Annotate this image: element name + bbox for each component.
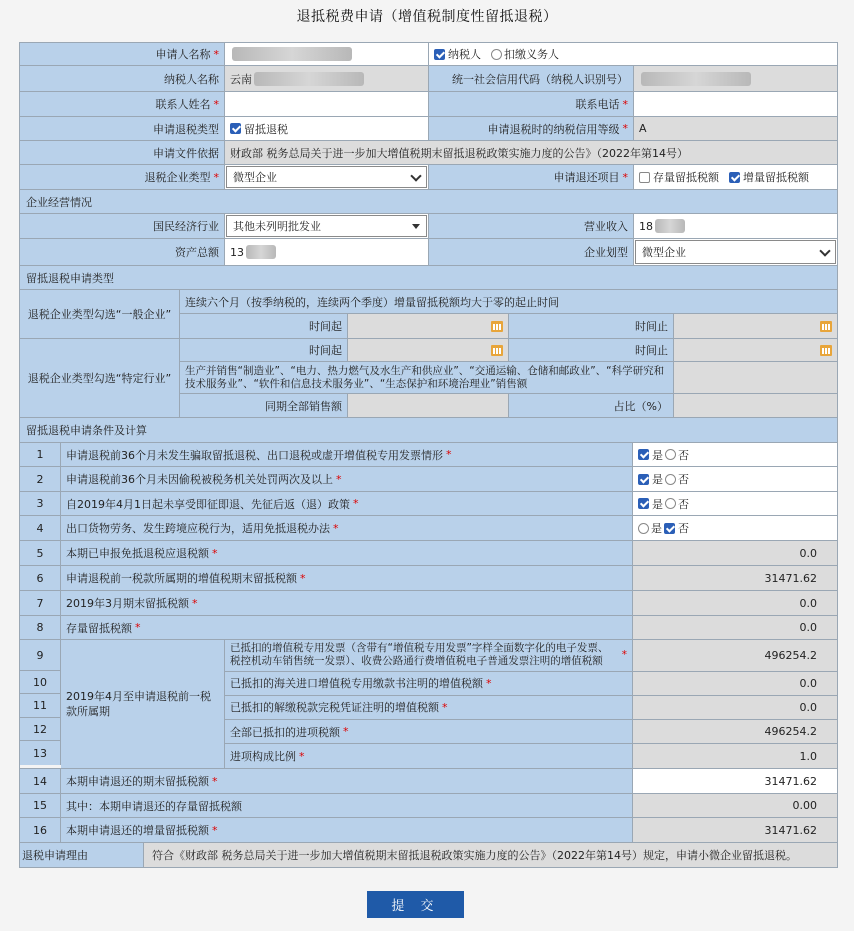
ratio-label: 占比（%）: [613, 399, 668, 413]
value-cell: 0.0: [633, 672, 838, 695]
credit-level-label: 申请退税时的纳税信用等级: [487, 122, 620, 136]
value-cell: 0.0: [633, 616, 838, 639]
applicant-name-label: 申请人名称: [155, 48, 211, 61]
no-radio[interactable]: 否: [665, 496, 689, 512]
yes-radio[interactable]: 是: [638, 496, 663, 512]
page-title: 退抵税费申请（增值税制度性留抵退税）: [296, 9, 558, 25]
yesno-4: [633, 516, 838, 540]
table-row: 已抵扣的解缴税款完税凭证注明的增值税额 * 0.0: [225, 696, 838, 721]
section-business-title: 企业经营情况: [20, 190, 838, 213]
basis-label: 申请文件依据: [153, 146, 219, 160]
revenue-input[interactable]: 18: [634, 214, 838, 238]
contact-phone-label: 联系电话: [575, 98, 620, 111]
checkbox-checked-icon: [664, 523, 675, 534]
row-assets: [20, 239, 838, 266]
table-row: 2 申请退税前36个月未因偷税被税务机关处罚两次及以上 * 是 否: [20, 467, 838, 492]
calendar-icon[interactable]: [820, 321, 832, 332]
row-basis: [20, 141, 838, 165]
refund-form: [19, 42, 838, 868]
radio-unchecked-icon: [638, 523, 649, 534]
group-period: 9 10 11 12 13 2019年4月至申请退税前一税款所属期 已抵扣的增值税专用发票（含带有“增值税专用发票”字样全面数字化的电子发票、税控机动车销售统一发票）、收费公路通行费增值税电子普通发票注明的增值税额 * 496254.2 已抵扣的海关进口增值税专用缴款书注明的增值税额 * 0.0 已抵扣的解缴税款完税凭证注明的增值税额 * 0.0 全部已抵扣的进项税额 * 496254.2 进项构成比例 * 1.0: [20, 640, 838, 769]
row-contact: 联系人姓名 * 联系电话 *: [20, 92, 838, 117]
table-row: 16 本期申请退还的增量留抵税额 * 31471.62: [20, 818, 838, 843]
taxpayer-name-value: 云南: [225, 66, 429, 91]
applicant-name-input[interactable]: [225, 43, 429, 65]
period-sales-label: 同期全部销售额: [265, 399, 342, 413]
period-sales-value: [348, 394, 509, 417]
ratio-value: [674, 394, 838, 417]
special-time-start-input[interactable]: [348, 339, 509, 361]
table-row: 14 本期申请退还的期末留抵税额 * 31471.62: [20, 769, 838, 794]
credit-code-value: [634, 66, 838, 91]
table-row: 7 2019年3月期末留抵税额 * 0.0: [20, 591, 838, 616]
calendar-icon[interactable]: [491, 321, 503, 332]
checkbox-checked-icon: [230, 123, 241, 134]
value-cell: 1.0: [633, 744, 838, 768]
radio-unchecked-icon: [665, 498, 676, 509]
general-time-end-input[interactable]: [674, 314, 838, 338]
table-row: 已抵扣的增值税专用发票（含带有“增值税专用发票”字样全面数字化的电子发票、税控机动车销售统一发票）、收费公路通行费增值税电子普通发票注明的增值税额 * 496254.2: [225, 640, 838, 672]
table-row: 已抵扣的海关进口增值税专用缴款书注明的增值税额 * 0.0: [225, 672, 838, 696]
reason-label: 退税申请理由: [22, 849, 88, 862]
row-applicant: 申请人名称 * 纳税人 扣缴义务人: [20, 43, 838, 66]
industry-select[interactable]: 其他未列明批发业: [226, 215, 427, 237]
refund-amount-input[interactable]: 31471.62: [633, 769, 838, 793]
row-refund-type: 申请退税类型 留抵退税 申请退税时的纳税信用等级 * A: [20, 117, 838, 141]
no-radio[interactable]: 否: [665, 447, 689, 463]
time-end-label: 时间止: [635, 344, 668, 357]
role-taxpayer-radio[interactable]: 纳税人: [434, 46, 481, 62]
chevron-down-icon: [410, 170, 421, 181]
no-radio[interactable]: 否: [664, 520, 689, 536]
table-row: 全部已抵扣的进项税额 * 496254.2: [225, 720, 838, 744]
yes-radio[interactable]: 是: [638, 471, 663, 487]
yesno-3: [633, 492, 838, 515]
table-row: 1 申请退税前36个月未发生骗取留抵退税、出口退税或虚开增值税专用发票情形 * 是 否: [20, 443, 838, 467]
value-cell: 0.0: [633, 591, 838, 615]
assets-label: 资产总额: [175, 246, 219, 259]
table-row: 3 自2019年4月1日起未享受即征即退、先征后返（退）政策 * 是 否: [20, 492, 838, 516]
checkbox-checked-icon: [638, 449, 649, 460]
checkbox-checked-icon: [638, 498, 649, 509]
table-row: 进项构成比例 * 1.0: [225, 744, 838, 768]
role-options: [429, 43, 838, 65]
yesno-2: [633, 467, 838, 491]
general-label: 退税企业类型勾选“一般企业”: [20, 290, 180, 338]
refund-type-checkbox[interactable]: 留抵退税: [225, 117, 429, 140]
contact-name-input[interactable]: [225, 92, 429, 116]
yes-radio[interactable]: 是: [638, 447, 663, 463]
radio-unchecked-icon: [665, 474, 676, 485]
table-row: 6 申请退税前一税款所属期的增值税期末留抵税额 * 31471.62: [20, 566, 838, 591]
taxpayer-name-label: 纳税人名称: [164, 72, 219, 86]
credit-level-value: A: [634, 117, 838, 140]
section-conditions-title: 留抵退税申请条件及计算: [20, 418, 838, 442]
block-general: [20, 290, 838, 339]
refund-items-label: 申请退还项目: [553, 171, 620, 184]
section-apply-type-title: 留抵退税申请类型: [20, 266, 838, 289]
industry-label: 国民经济行业: [153, 220, 219, 233]
yesno-1: [633, 443, 838, 466]
value-cell: 31471.62: [633, 818, 838, 842]
redacted-value: [254, 72, 364, 86]
checkbox-checked-icon: [434, 49, 445, 60]
no-radio[interactable]: 否: [665, 471, 689, 487]
refund-type-label: 申请退税类型: [153, 122, 219, 136]
value-cell: 496254.2: [633, 640, 838, 671]
special-time-end-input[interactable]: [674, 339, 838, 361]
chevron-down-icon: [819, 245, 830, 256]
value-cell: 496254.2: [633, 720, 838, 743]
value-cell: 0.0: [633, 696, 838, 720]
calendar-icon[interactable]: [491, 345, 503, 356]
time-start-label: 时间起: [309, 320, 342, 333]
redacted-value: [641, 72, 751, 86]
redacted-value: [655, 219, 685, 233]
value-cell: 0.00: [633, 794, 838, 817]
contact-name-label: 联系人姓名: [155, 98, 211, 111]
radio-unchecked-icon: [665, 449, 676, 460]
contact-phone-input[interactable]: [634, 92, 838, 116]
revenue-label: 营业收入: [584, 220, 628, 233]
scale-label: 企业划型: [584, 246, 628, 259]
time-start-label: 时间起: [309, 344, 342, 357]
credit-code-label: 统一社会信用代码（纳税人识别号）: [452, 72, 628, 86]
group-label: 2019年4月至申请退税前一税款所属期: [61, 640, 225, 768]
time-end-label: 时间止: [635, 320, 668, 333]
redacted-value: [246, 245, 276, 259]
refund-items-options: [634, 165, 838, 189]
reason-textarea[interactable]: 符合《财政部 税务总局关于进一步加大增值税期末留抵退税政策实施力度的公告》（2022年第14号）规定，申请小微企业留抵退税。: [144, 843, 838, 867]
enterprise-type-select[interactable]: 微型企业: [226, 166, 427, 188]
incremental-credit-checkbox[interactable]: 增量留抵税额: [729, 169, 809, 185]
checkbox-checked-icon: [729, 172, 740, 183]
scale-select[interactable]: 微型企业: [635, 240, 836, 264]
stock-credit-checkbox[interactable]: 存量留抵税额: [639, 169, 719, 185]
table-row: 5 本期已申报免抵退税应退税额 * 0.0: [20, 541, 838, 566]
table-row: 4 出口货物劳务、发生跨境应税行为，适用免抵退税办法 * 是 否: [20, 516, 838, 541]
triangle-down-icon: [412, 224, 420, 229]
submit-button[interactable]: 提 交: [367, 891, 464, 918]
yes-radio[interactable]: 是: [638, 520, 662, 536]
block-special: [20, 339, 838, 418]
value-cell: 0.0: [633, 541, 838, 565]
basis-value: 财政部 税务总局关于进一步加大增值税期末留抵退税政策实施力度的公告》（2022年第14号）: [225, 141, 838, 164]
value-cell: 31471.62: [633, 566, 838, 590]
row-taxpayer: [20, 66, 838, 92]
row-enterprise-type: 退税企业类型 * 微型企业 申请退还项目 * 存量留抵税额 增量留抵税额: [20, 165, 838, 190]
table-row: 15 其中：本期申请退还的存量留抵税额 0.00: [20, 794, 838, 818]
special-label: 退税企业类型勾选“特定行业”: [20, 339, 180, 417]
checkbox-checked-icon: [638, 474, 649, 485]
row-reason: [20, 843, 838, 868]
role-withholder-radio[interactable]: 扣缴义务人: [491, 46, 559, 62]
calendar-icon[interactable]: [820, 345, 832, 356]
enterprise-type-label: 退税企业类型: [144, 171, 211, 184]
row-industry: [20, 214, 838, 239]
radio-unchecked-icon: [491, 49, 502, 60]
redacted-value: [232, 47, 352, 61]
special-sales-value: [674, 362, 838, 393]
table-row: 8 存量留抵税额 * 0.0: [20, 616, 838, 640]
general-desc: 连续六个月（按季纳税的，连续两个季度）增量留抵税额均大于零的起止时间: [180, 290, 838, 313]
general-time-start-input[interactable]: [348, 314, 509, 338]
assets-input[interactable]: 13: [225, 239, 429, 265]
special-desc: 生产并销售“制造业”、“电力、热力燃气及水生产和供应业”、“交通运输、仓储和邮政业”、“科学研究和技术服务业”、“软件和信息技术服务业”、“生态保护和环境治理业”销售额: [180, 362, 674, 393]
checkbox-unchecked-icon: [639, 172, 650, 183]
